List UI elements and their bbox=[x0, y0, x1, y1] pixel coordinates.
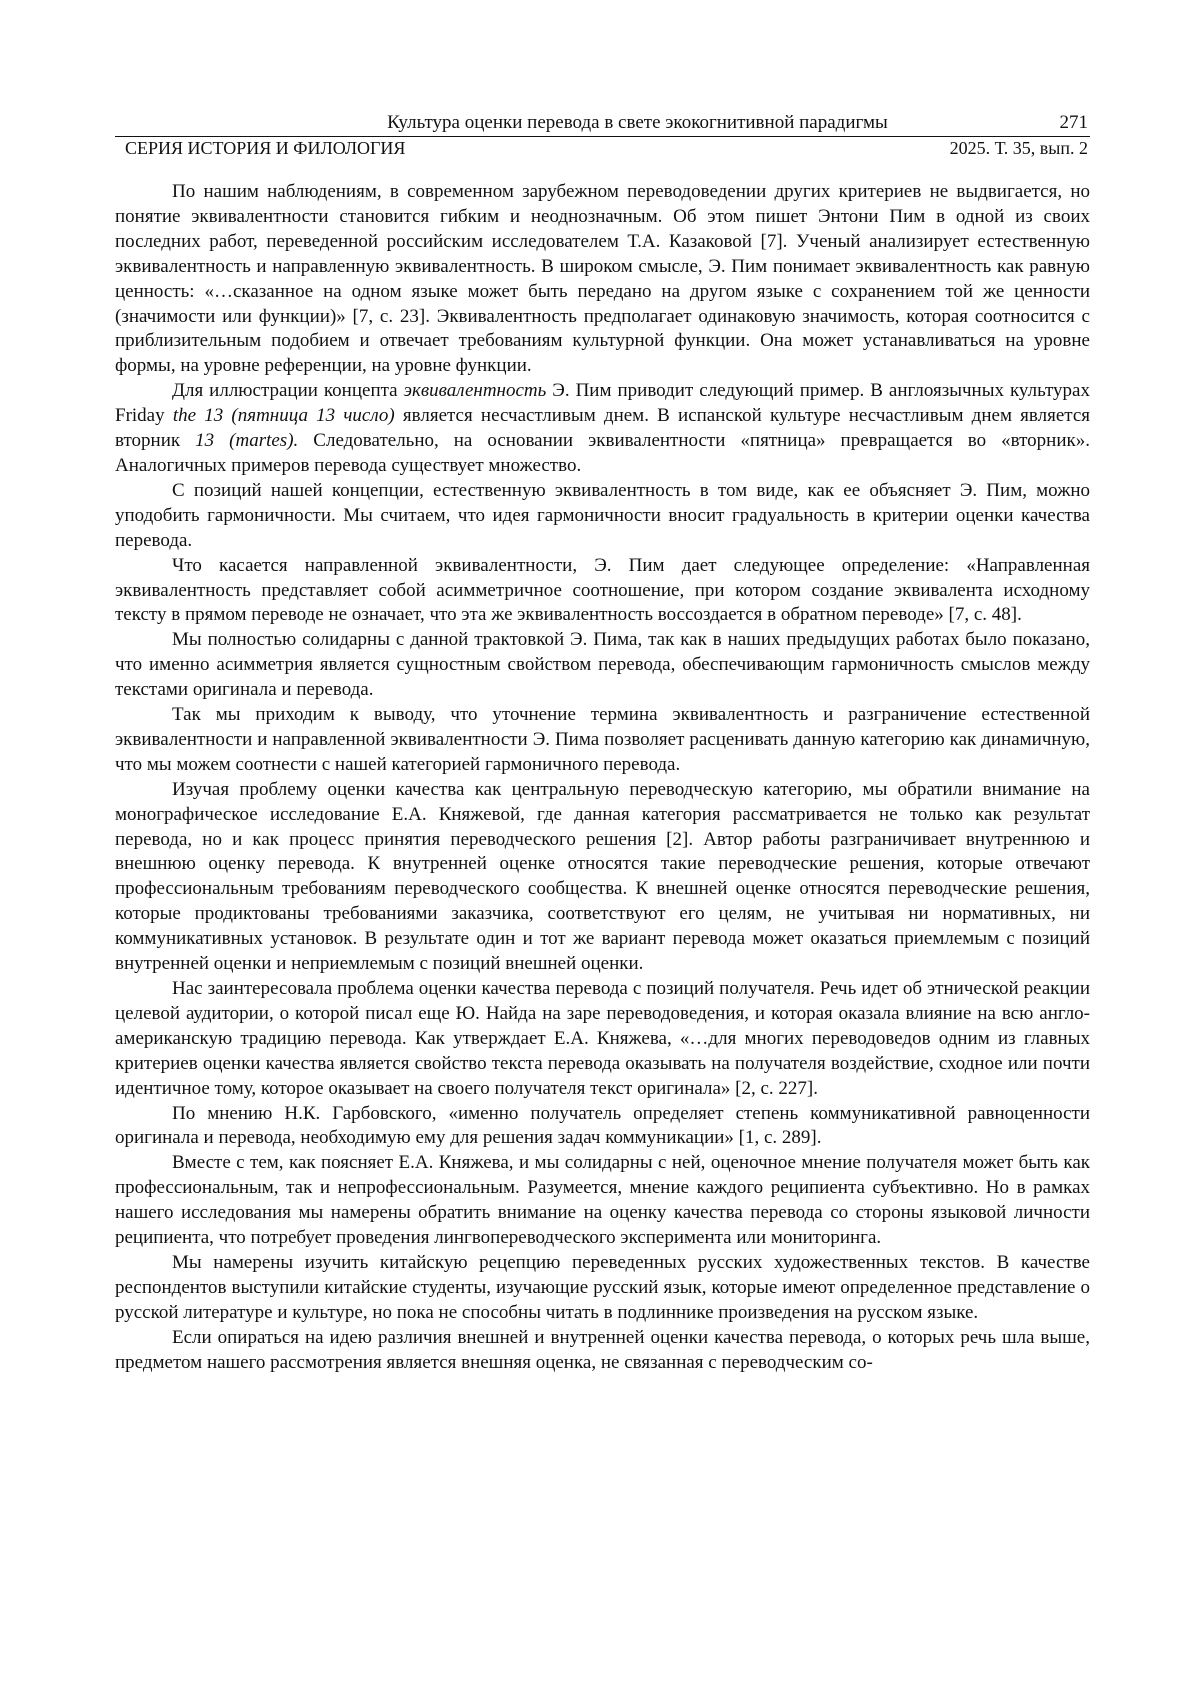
paragraph-12: Если опираться на идею различия внешней и внутренней оценки качества перевода, о которых речь шла выше, предметом нашего рассмотрения является внешняя оценка, не связанная с переводческим со- bbox=[115, 1326, 1090, 1376]
paragraph-10: Вместе с тем, как поясняет Е.А. Княжева, и мы солидарны с ней, оценочное мнение получателя может быть как профессиональным, так и непрофессиональным. Разумеется, мнение каждого реципиента субъективно. Но в рамках нашего исследования мы намерены обратить внимание на оценку качества перевода со стороны языковой личности реципиента, что потребует проведения лингвопереводческого эксперимента или мониторинга. bbox=[115, 1151, 1090, 1251]
paragraph-4: Что касается направленной эквивалентности, Э. Пим дает следующее определение: «Направленная эквивалентность представляет собой асимметричное соотношение, при котором создание эквивалента исходному тексту в прямом переводе не означает, что эта же эквивалентность воссоздается в обратном переводе» [7, с. 48]. bbox=[115, 554, 1090, 629]
paragraph-1: По нашим наблюдениям, в современном зарубежном переводоведении других критериев не выдвигается, но понятие эквивалентности становится гибким и неоднозначным. Об этом пишет Энтони Пим в одной из своих последних работ, переведенной российским исследователем Т.А. Казаковой [7]. Ученый анализирует естественную эквивалентность и направленную эквивалентность. В широком смысле, Э. Пим понимает эквивалентность как равную ценность: «…сказанное на одном языке может быть передано на другом языке с сохранением той же ценности (значимости или функции)» [7, с. 23]. Эквивалентность предполагает одинаковую значимость, которая соотносится с приблизительным подобием и отвечает требованиям культурной функции. Она может устанавливаться на уровне формы, на уровне референции, на уровне функции. bbox=[115, 180, 1090, 379]
paragraph-2 bbox=[115, 379, 1090, 479]
page-number: 271 bbox=[1060, 112, 1089, 134]
journal-page bbox=[115, 112, 1090, 1376]
paragraph-2-italic-1: эквивалентность bbox=[404, 380, 547, 401]
paragraph-2-text-3: является несчастливым днем. В испанской культуре несчастливым днем является вторник bbox=[115, 405, 1090, 451]
paragraph-2-text-2: Э. Пим приводит следующий пример. В англоязычных культурах Friday bbox=[115, 380, 1090, 426]
paragraph-2-italic-2: the 13 (пятница 13 число) bbox=[173, 405, 395, 426]
article-body bbox=[115, 180, 1090, 1376]
paragraph-3: С позиций нашей концепции, естественную эквивалентность в том виде, как ее объясняет Э. Пим, можно уподобить гармоничности. Мы считаем, что идея гармоничности вносит градуальность в критерии оценки качества перевода. bbox=[115, 479, 1090, 554]
paragraph-6: Так мы приходим к выводу, что уточнение термина эквивалентность и разграничение естественной эквивалентности и направленной эквивалентности Э. Пима позволяет расценивать данную категорию как динамичную, что мы можем соотнести с нашей категорией гармоничного перевода. bbox=[115, 703, 1090, 778]
running-head-title: Культура оценки перевода в свете экокогнитивной парадигмы bbox=[115, 112, 1090, 134]
paragraph-5: Мы полностью солидарны с данной трактовкой Э. Пима, так как в наших предыдущих работах было показано, что именно асимметрия является сущностным свойством перевода, обеспечивающим гармоничность смыслов между текстами оригинала и перевода. bbox=[115, 628, 1090, 703]
running-head bbox=[115, 112, 1090, 158]
paragraph-2-text-1: Для иллюстрации концепта bbox=[172, 380, 404, 401]
paragraph-2-text-4: Следовательно, на основании эквивалентности «пятница» превращается во «вторник». Аналогичных примеров перевода существует множество. bbox=[115, 430, 1090, 476]
paragraph-7: Изучая проблему оценки качества как центральную переводческую категорию, мы обратили внимание на монографическое исследование Е.А. Княжевой, где данная категория рассматривается не только как результат перевода, но и как процесс принятия переводческого решения [2]. Автор работы разграничивает внутреннюю и внешнюю оценку перевода. К внутренней оценке относятся такие переводческие решения, которые отвечают профессиональным требованиям переводческого сообщества. К внешней оценке относятся переводческие решения, которые продиктованы требованиями заказчика, соответствуют его целям, не учитывая ни нормативных, ни коммуникативных установок. В результате один и тот же вариант перевода может оказаться приемлемым с позиций внутренней оценки и неприемлемым с позиций внешней оценки. bbox=[115, 778, 1090, 977]
paragraph-9: По мнению Н.К. Гарбовского, «именно получатель определяет степень коммуникативной равноценности оригинала и перевода, необходимую ему для решения задач коммуникации» [1, с. 289]. bbox=[115, 1102, 1090, 1152]
paragraph-8: Нас заинтересовала проблема оценки качества перевода с позиций получателя. Речь идет об этнической реакции целевой аудитории, о которой писал еще Ю. Найда на заре переводоведения, и которая оказала влияние на всю англо-американскую традицию перевода. Как утверждает Е.А. Княжева, «…для многих переводоведов одним из главных критериев оценки качества является свойство текста перевода оказывать на получателя воздействие, сходное или почти идентичное тому, которое оказывает на своего получателя текст оригинала» [2, с. 227]. bbox=[115, 977, 1090, 1102]
paragraph-11: Мы намерены изучить китайскую рецепцию переведенных русских художественных текстов. В качестве респондентов выступили китайские студенты, изучающие русский язык, которые имеют определенное представление о русской литературе и культуре, но пока не способны читать в подлиннике произведения на русском языке. bbox=[115, 1251, 1090, 1326]
journal-issue: 2025. Т. 35, вып. 2 bbox=[950, 137, 1088, 159]
paragraph-2-italic-3: 13 (martes). bbox=[195, 430, 298, 451]
journal-series: СЕРИЯ ИСТОРИЯ И ФИЛОЛОГИЯ bbox=[125, 137, 405, 159]
